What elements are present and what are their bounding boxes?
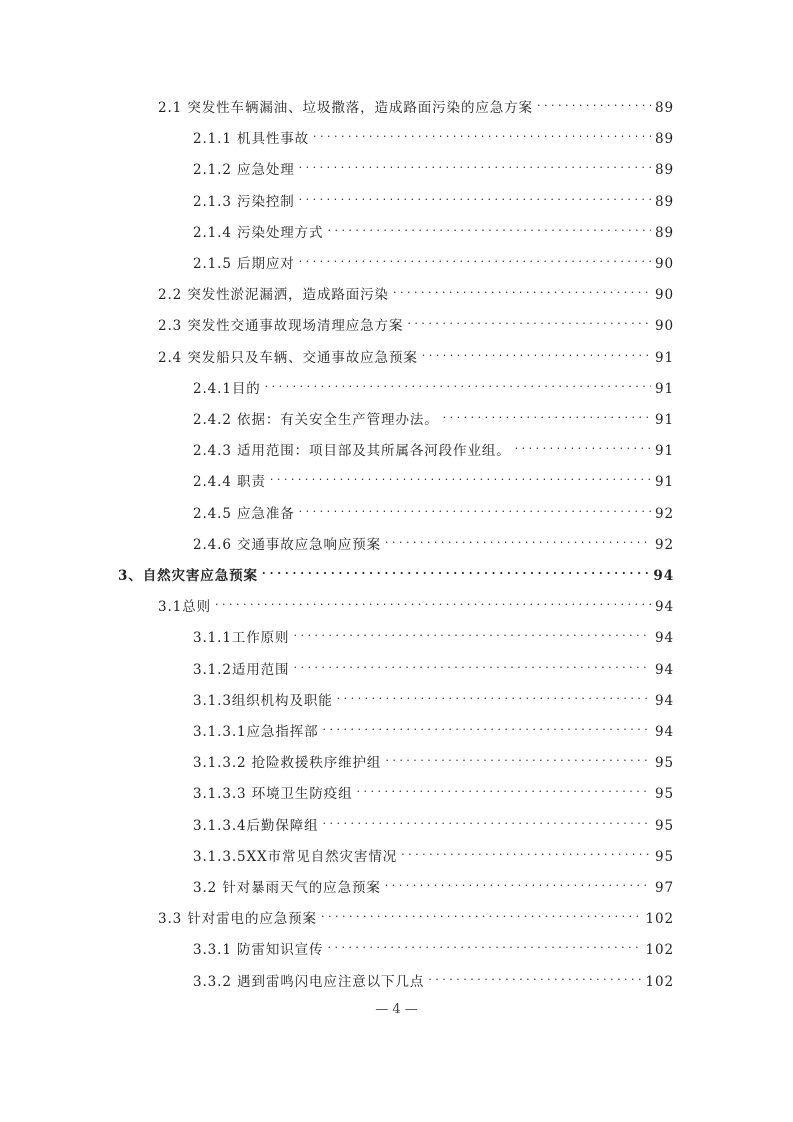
dot-leader <box>385 755 651 769</box>
dot-leader <box>299 194 651 208</box>
toc-entry-label: 3.3.2 遇到雷鸣闪电应注意以下几点 <box>193 973 425 990</box>
toc-entry[interactable] <box>158 346 674 368</box>
toc-entry[interactable] <box>193 814 674 836</box>
toc-entry-label: 3.1.3.2 抢险救援秩序维护组 <box>193 755 382 772</box>
dot-leader <box>270 474 651 488</box>
toc-entry[interactable] <box>193 626 674 648</box>
toc-entry-label: 2.4.6 交通事故应急响应预案 <box>193 536 382 553</box>
dot-leader <box>323 724 651 738</box>
toc-entry[interactable] <box>193 845 674 867</box>
toc-entry[interactable] <box>193 658 674 680</box>
dot-leader <box>262 568 650 582</box>
dot-leader <box>299 506 651 520</box>
dot-leader <box>393 287 651 301</box>
toc-entry[interactable] <box>193 127 674 149</box>
toc-entry[interactable] <box>193 876 674 898</box>
toc-entry-label: 3.1.3组织机构及职能 <box>193 692 333 709</box>
toc-entry-page: 102 <box>645 911 674 928</box>
toc-entry-label: 2.1 突发性车辆漏油、垃圾撒落，造成路面污染的应急方案 <box>158 100 533 116</box>
toc-entry-label: 2.1.5 后期应对 <box>193 256 295 272</box>
toc-entry-page: 91 <box>655 474 674 491</box>
toc-entry-label: 2.4 突发船只及车辆、交通事故应急预案 <box>158 349 418 366</box>
toc-entry-page: 94 <box>655 599 674 616</box>
toc-entry[interactable] <box>193 408 674 430</box>
toc-entry[interactable] <box>193 751 674 773</box>
dot-leader <box>293 630 651 644</box>
toc-entry-page: 89 <box>655 131 674 148</box>
toc-entry-page: 102 <box>645 942 674 959</box>
toc-entry[interactable] <box>158 907 674 929</box>
toc-entry-label: 3.2 针对暴雨天气的应急预案 <box>193 880 381 896</box>
toc-entry-page: 95 <box>655 786 674 803</box>
toc-entry-label: 2.4.5 应急准备 <box>193 505 295 522</box>
dot-leader <box>385 537 651 551</box>
toc-entry-page: 94 <box>655 661 674 678</box>
toc-entry[interactable] <box>193 190 674 212</box>
dot-leader <box>215 599 651 613</box>
page-number: — 4 — <box>375 1002 418 1017</box>
dot-leader <box>323 818 651 832</box>
toc-entry[interactable] <box>193 502 674 524</box>
toc-entry[interactable] <box>158 314 674 336</box>
dot-leader <box>407 318 651 332</box>
toc-entry-label: 3.1.3.3 环境卫生防疫组 <box>193 786 353 803</box>
toc-entry-page: 95 <box>655 817 674 834</box>
toc-entry-label: 2.1.2 应急处理 <box>193 162 295 179</box>
dot-leader <box>537 100 651 114</box>
toc-entry[interactable] <box>118 564 674 586</box>
toc-entry[interactable] <box>158 283 674 305</box>
toc-entry-page: 90 <box>655 256 674 272</box>
toc-entry-label: 2.1.1 机具性事故 <box>193 131 310 148</box>
toc-entry[interactable] <box>193 439 674 461</box>
toc-entry[interactable] <box>193 720 674 742</box>
dot-leader <box>321 911 642 925</box>
toc-entry-page: 92 <box>655 536 674 553</box>
toc-entry-label: 2.4.2 依据：有关安全生产管理办法。 <box>193 412 439 428</box>
dot-leader <box>422 350 651 364</box>
toc-entry-page: 94 <box>653 568 674 584</box>
toc-entry-page: 91 <box>655 443 674 460</box>
toc-entry-page: 90 <box>655 287 674 304</box>
dot-leader <box>299 162 651 176</box>
toc-entry[interactable] <box>193 970 674 992</box>
toc-entry-label: 2.4.3 适用范围：项目部及其所属各河段作业组。 <box>193 443 511 460</box>
dot-leader <box>327 942 641 956</box>
dot-leader <box>293 662 651 676</box>
toc-entry-label: 3、自然灾害应急预案 <box>118 568 258 584</box>
toc-entry-page: 89 <box>655 100 674 116</box>
toc-entry-label: 3.3 针对雷电的应急预案 <box>158 911 317 928</box>
toc-entry[interactable] <box>158 96 674 118</box>
toc-entry[interactable] <box>158 595 674 617</box>
toc-entry[interactable] <box>193 938 674 960</box>
toc-entry-page: 94 <box>655 630 674 647</box>
toc-entry-page: 97 <box>655 880 674 896</box>
toc-entry-label: 2.1.3 污染控制 <box>193 193 295 210</box>
toc-entry-page: 91 <box>655 412 674 428</box>
toc-entry-label: 3.1.1工作原则 <box>193 630 290 647</box>
dot-leader <box>313 131 651 145</box>
dot-leader <box>443 412 651 426</box>
dot-leader <box>357 786 651 800</box>
toc-entry[interactable] <box>193 782 674 804</box>
toc-entry-page: 94 <box>655 724 674 740</box>
dot-leader <box>428 974 641 988</box>
toc-entry-page: 90 <box>655 318 674 335</box>
toc-entry-page: 89 <box>655 162 674 179</box>
toc-entry-page: 91 <box>655 349 674 366</box>
toc-entry-label: 2.1.4 污染处理方式 <box>193 224 324 241</box>
toc-entry-label: 2.2 突发性淤泥漏洒，造成路面污染 <box>158 287 389 304</box>
dot-leader <box>327 225 651 239</box>
toc-entry-label: 3.3.1 防雷知识宣传 <box>193 942 324 959</box>
toc-entry[interactable] <box>193 533 674 555</box>
dot-leader <box>385 880 651 894</box>
toc-entry-label: 2.4.1目的 <box>193 380 261 397</box>
toc-entry-page: 92 <box>655 505 674 522</box>
dot-leader <box>337 693 651 707</box>
dot-leader <box>265 381 651 395</box>
toc-entry[interactable] <box>193 470 674 492</box>
toc-entry-page: 95 <box>655 755 674 772</box>
toc-entry[interactable] <box>193 377 674 399</box>
toc-entry-label: 2.3 突发性交通事故现场清理应急方案 <box>158 318 404 335</box>
dot-leader <box>401 849 651 863</box>
toc-entry[interactable] <box>193 252 674 274</box>
toc-entry-page: 102 <box>645 973 674 990</box>
toc-entry[interactable] <box>193 221 674 243</box>
toc-entry-label: 2.4.4 职责 <box>193 474 266 491</box>
dot-leader <box>515 443 651 457</box>
toc-entry-page: 94 <box>655 692 674 709</box>
toc-entry-page: 91 <box>655 380 674 397</box>
toc-entry-label: 3.1.3.1应急指挥部 <box>193 724 319 740</box>
toc-entry[interactable] <box>193 158 674 180</box>
dot-leader <box>299 256 651 270</box>
toc-entry[interactable] <box>193 689 674 711</box>
toc-entry-label: 3.1.3.5XX市常见自然灾害情况 <box>193 848 398 865</box>
toc-entry-page: 89 <box>655 224 674 241</box>
toc-entry-label: 3.1总则 <box>158 599 211 616</box>
toc-entry-page: 89 <box>655 193 674 210</box>
toc-entry-page: 95 <box>655 848 674 865</box>
toc-entry-label: 3.1.3.4后勤保障组 <box>193 817 319 834</box>
toc-entry-label: 3.1.2适用范围 <box>193 661 290 678</box>
